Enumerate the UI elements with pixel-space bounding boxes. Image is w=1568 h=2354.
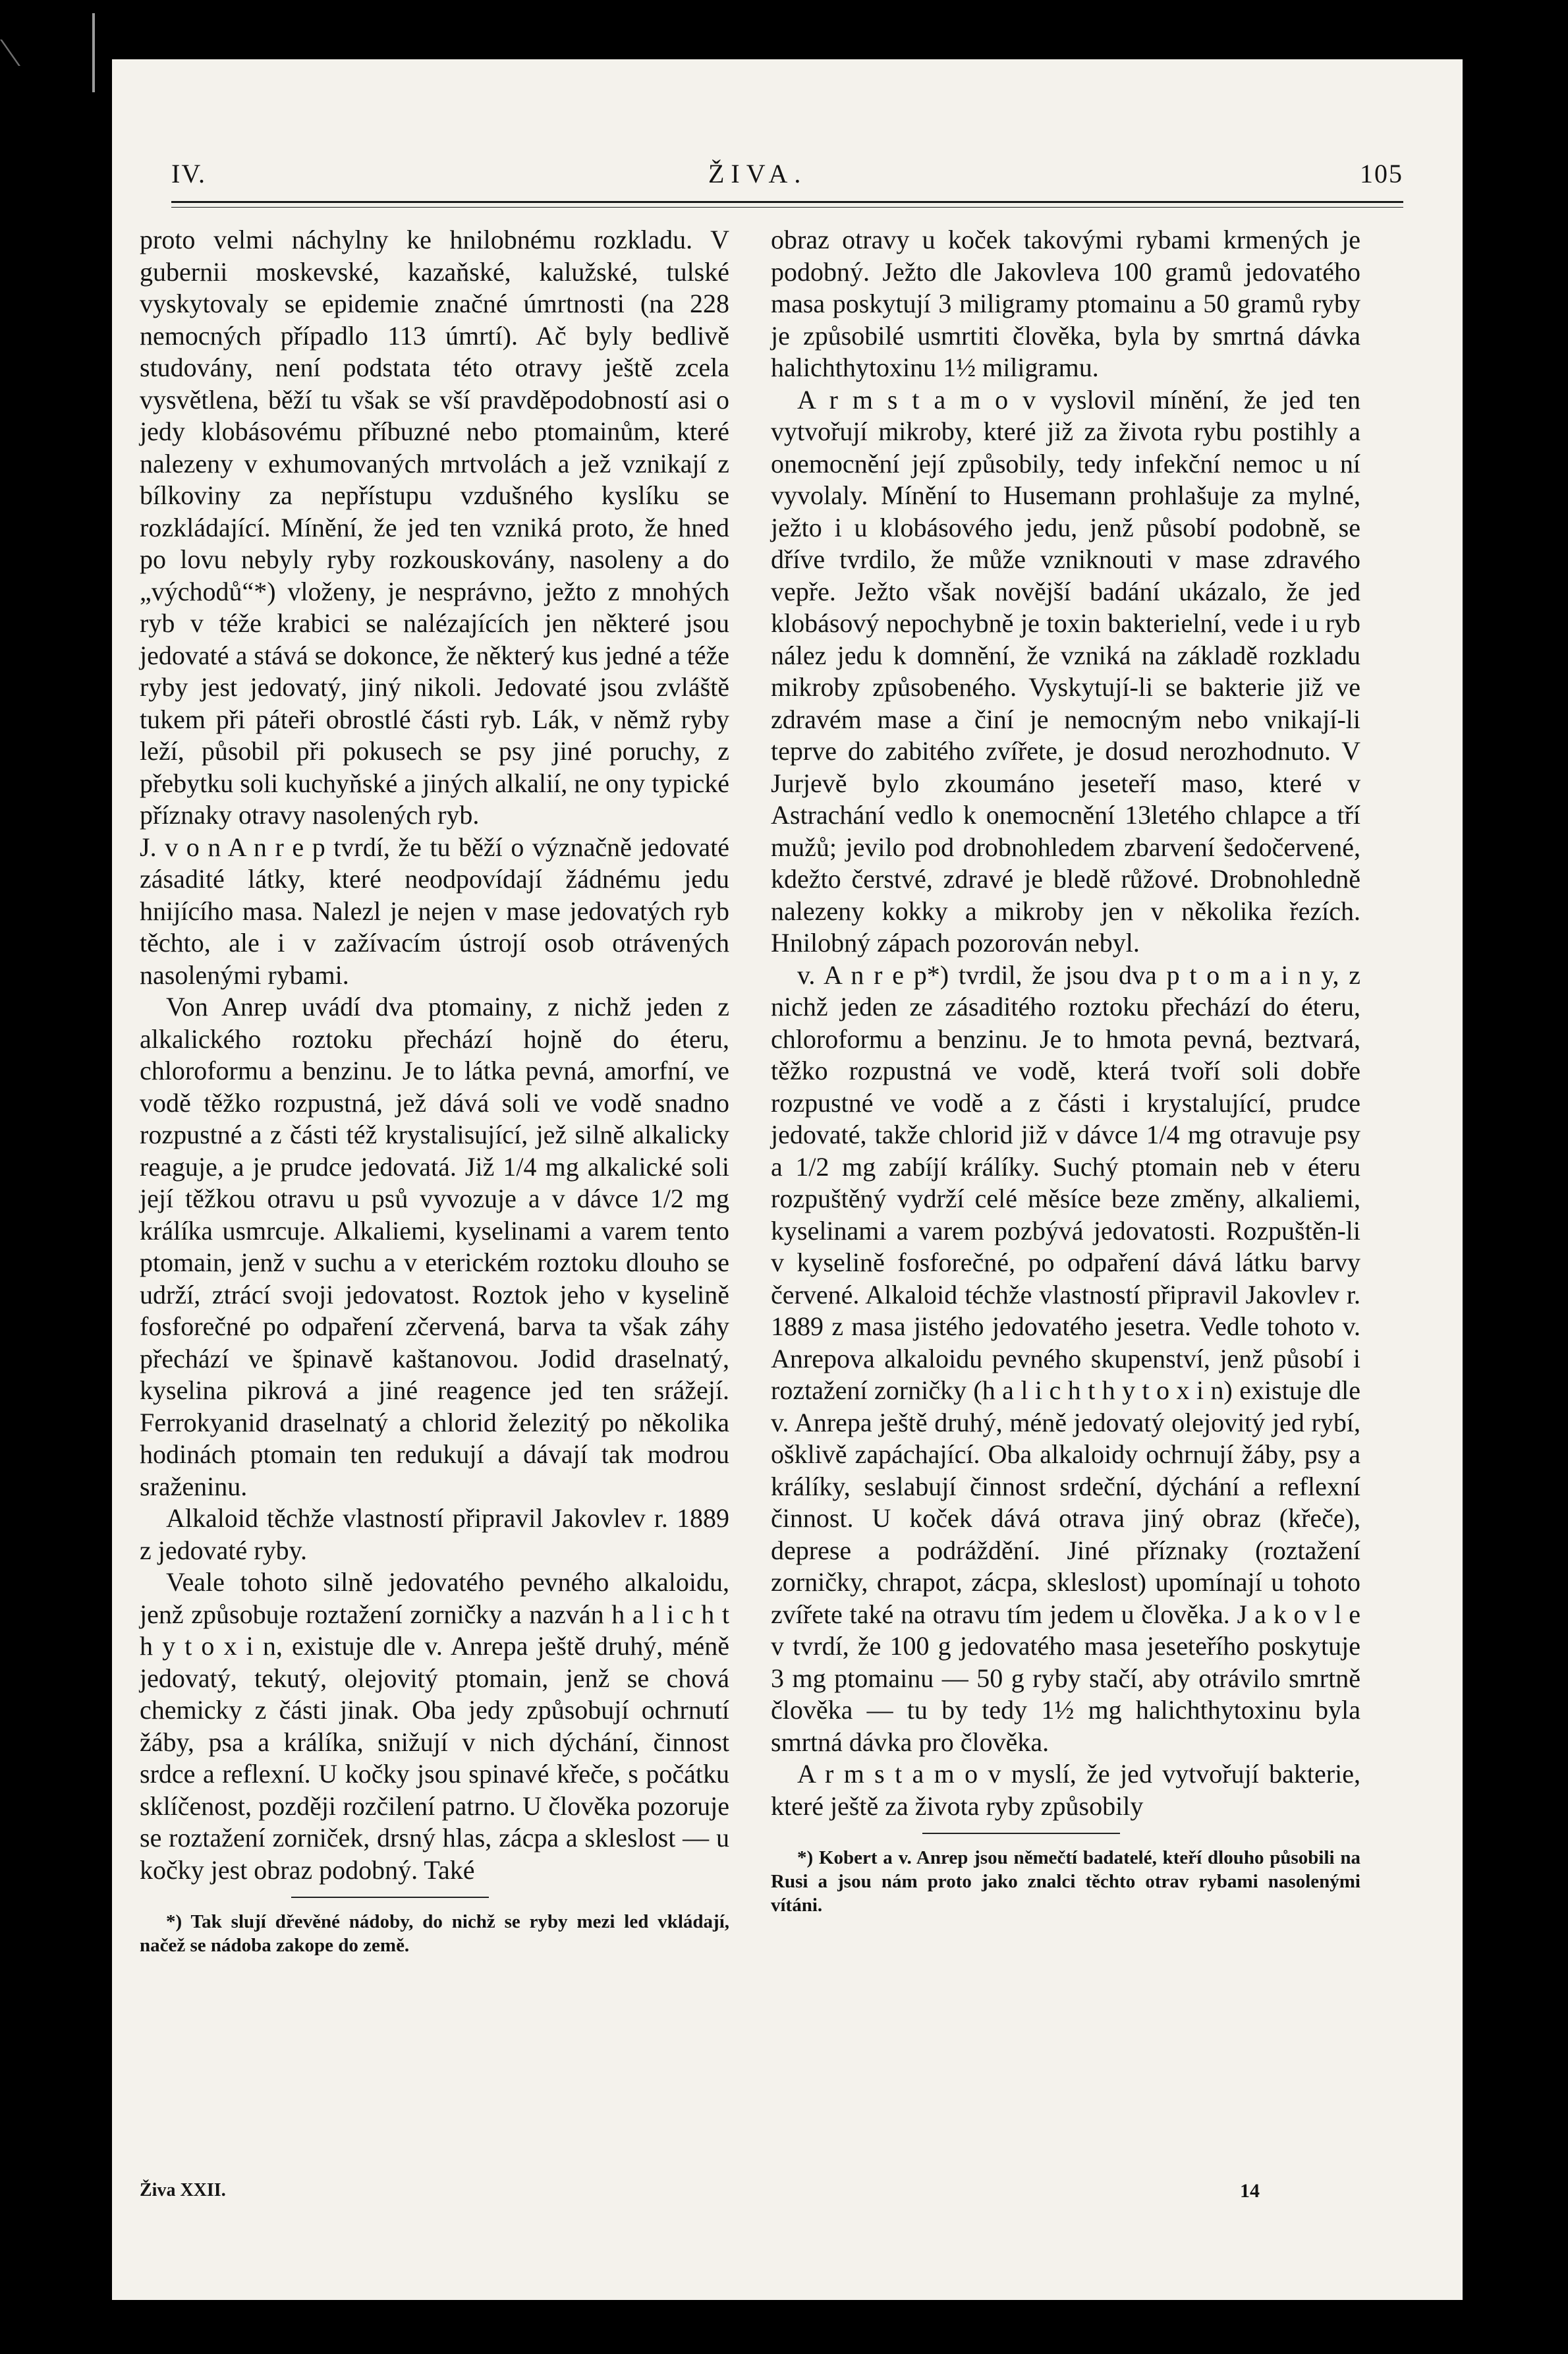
- header-rule: [171, 201, 1403, 203]
- paragraph: proto velmi náchylny ke hnilobnému rozkladu. V gubernii moskevské, kazaňské, kalužské, tulské vyskytovaly se epidemie značné úmrtnosti (na 228 nemocných případlo 113 úmrtí). Ač byly bedlivě studovány, není podstata této otravy ještě zcela vysvětlena, běží tu však se vší pravděpodobností asi o jedy klobásovému příbuzné nebo ptomainům, které nalezeny v exhumovaných mrtvolách a jež vznikají z bílkoviny za nepřístupu vzdušného kyslíku se rozkládající. Mínění, že jed ten vzniká proto, že hned po lovu nebyly ryby rozkouskovány, nasoleny a do „východů“*) vloženy, je nesprávno, ježto z mnohých ryb v téže krabici se nalézajících jen některé jsou jedovaté a stává se dokonce, že některý kus jedné a téže ryby jest jedovatý, jiný nikoli. Jedovaté jsou zvláště tukem při páteři obrostlé části ryb. Lák, v němž ryby leží, působil při pokusech se psy jiné poruchy, z přebytku soli kuchyňské a jiných alkalií, ne ony typické příznaky otravy nasolených ryb.: [140, 225, 729, 830]
- header-rule-thin: [171, 207, 1403, 208]
- paragraph: A r m s t a m o v myslí, že jed vytvořují bakterie, které ještě za života ryby způsobily: [771, 1759, 1360, 1821]
- footnote: *) Tak slují dřevěné nádoby, do nichž se ryby mezi led vkládají, načež se nádoba zakope do země.: [140, 1911, 729, 1956]
- volume-number: IV.: [171, 159, 207, 188]
- paragraph: Von Anrep uvádí dva ptomainy, z nichž jeden z alkalického roztoku přechází hojně do éteru, chloroformu a benzinu. Je to látka pevná, amorfní, ve vodě těžko rozpustná, jež dává soli ve vodě snadno rozpustné a z části též krystalisující, jež silně alkalicky reaguje, a je prudce jedovatá. Již 1/4 mg alkalické soli její těžkou otravu u psů vyvozuje a v dávce 1/2 mg králíka usmrcuje. Alkaliemi, kyselinami a varem tento ptomain, jenž v suchu a v eterickém roztoku dlouho se udrží, ztrácí svoji jedovatost. Roztok jeho v kyselině fosforečné po odpaření zčervená, barva ta však záhy přechází ve špinavě kaštanovou. Jodid draselnatý, kyselina pikrová a jiné reagence jed ten srážejí. Ferrokyanid draselnatý a chlorid železitý po několika hodinách ptomain ten redukují a dávají tak modrou sraženinu.: [140, 992, 729, 1501]
- printer-signature: Živa XXII.: [140, 2180, 226, 2200]
- sheet-signature: 14: [1240, 2180, 1260, 2202]
- footnote-rule: [922, 1833, 1120, 1834]
- left-column: [140, 224, 729, 1957]
- paragraph: Alkaloid těchže vlastností připravil Jakovlev r. 1889 z jedovaté ryby.: [140, 1503, 729, 1565]
- document-page: [112, 59, 1463, 2300]
- scan-artifact: [92, 13, 95, 92]
- right-column: [771, 224, 1360, 1917]
- paragraph: Veale tohoto silně jedovatého pevného alkaloidu, jenž způsobuje roztažení zorničky a nazván h a l i c h t h y t o x i n, existuje dle v. Anrepa ještě druhý, méně jedovatý, tekutý, olejovitý ptomain, jenž se chová chemicky z části jinak. Oba jedy způsobují ochrnutí žáby, psa a králíka, snižují v nich dýchání, činnost srdce a reflexní. U kočky jsou spinavé křeče, s počátku sklíčenost, později rozčilení patrno. U člověka pozoruje se roztažení zorniček, drsný hlas, zácpa a skleslost — u kočky jest obraz podobný. Také: [140, 1567, 729, 1885]
- page-header: [171, 158, 1403, 204]
- page-number: 105: [1360, 159, 1403, 188]
- paragraph: J. v o n A n r e p tvrdí, že tu běží o význačně jedovaté zásadité látky, které neodpovídají žádnému jedu hnijícího masa. Nalezl je nejen v mase jedovatých ryb těchto, ale i v zažívacím ústrojí osob otrávených nasolenými rybami.: [140, 832, 729, 990]
- journal-title: ŽIVA.: [708, 159, 808, 188]
- footnote-rule: [291, 1897, 489, 1898]
- scan-artifact: [0, 40, 52, 66]
- footnote: *) Kobert a v. Anrep jsou němečtí badatelé, kteří dlouho působili na Rusi a jsou nám proto jako znalci těchto otrav rybami nasolenými vítáni.: [771, 1847, 1360, 1916]
- paragraph: obraz otravy u koček takovými rybami krmených je podobný. Ježto dle Jakovleva 100 gramů jedovatého masa poskytují 3 miligramy ptomainu a 50 gramů ryby je způsobilé usmrtiti člověka, byla by smrtná dávka halichthytoxinu 1½ miligramu.: [771, 225, 1360, 382]
- paragraph: A r m s t a m o v vyslovil mínění, že jed ten vytvořují mikroby, které již za života rybu postihly a onemocnění její způsobily, tedy infekční nemoc u ní vyvolaly. Mínění to Husemann prohlašuje za mylné, ježto i u klobásového jedu, jenž působí podobně, se dříve tvrdilo, že může vzniknouti v mase zdravého vepře. Ježto však novější badání ukázalo, že jed klobásový nepochybně je toxin bakterielní, vede i u ryb nález jedu k domnění, že vzniká na základě rozkladu mikroby způsobeného. Vyskytují-li se bakterie již ve zdravém mase a činí je nemocným nebo vnikají-li teprve do zabitého zvířete, je dosud nerozhodnuto. V Jurjevě bylo zkoumáno jeseteří maso, které v Astrachání vedlo k onemocnění 13letého chlapce a tří mužů; jevilo pod drobnohledem zbarvení šedočervené, kdežto čerstvé, zdravé je bledě růžové. Drobnohledně nalezeny kokky a mikroby jen v několika řezích. Hnilobný zápach pozorován nebyl.: [771, 384, 1360, 958]
- paragraph: v. A n r e p*) tvrdil, že jsou dva p t o m a i n y, z nichž jeden ze zásaditého roztoku přechází do éteru, chloroformu a benzinu. Je to hmota pevná, beztvará, těžko rozpustná ve vodě, která tvoří soli dobře rozpustné ve vodě a z části i krystalující, prudce jedovaté, takže chlorid již v dávce 1/4 mg otravuje psy a 1/2 mg zabíjí králíky. Suchý ptomain neb v éteru rozpuštěný vydrží celé měsíce beze změny, alkaliemi, kyselinami a varem pozbývá jedovatosti. Rozpuštěn-li v kyselině fosforečné, po odpaření dává látku barvy červené. Alkaloid téchže vlastností připravil Jakovlev r. 1889 z masa jistého jedovatého jesetra. Vedle tohoto v. Anrepova alkaloidu pevného skupenství, jenž působí i roztažení zorničky (h a l i c h t h y t o x i n) existuje dle v. Anrepa ještě druhý, méně jedovatý olejovitý jed rybí, ošklivě zapáchající. Oba alkaloidy ochrnují žáby, psy a králíky, seslabují činnost srdeční, dýchání a reflexní činnost. U koček dává otrava jiný obraz (křeče), deprese a podráždění. Jiné příznaky (roztažení zorničky, chrapot, zácpa, skleslost) upomínají u tohoto zvířete také na otravu tím jedem u člověka. J a k o v l e v tvrdí, že 100 g jedovatého masa jeseteřího poskytuje 3 mg ptomainu — 50 g ryby stačí, aby otrávilo smrtně člověka — tu by tedy 1½ mg halichthytoxinu byla smrtná dávka pro člověka.: [771, 960, 1360, 1757]
